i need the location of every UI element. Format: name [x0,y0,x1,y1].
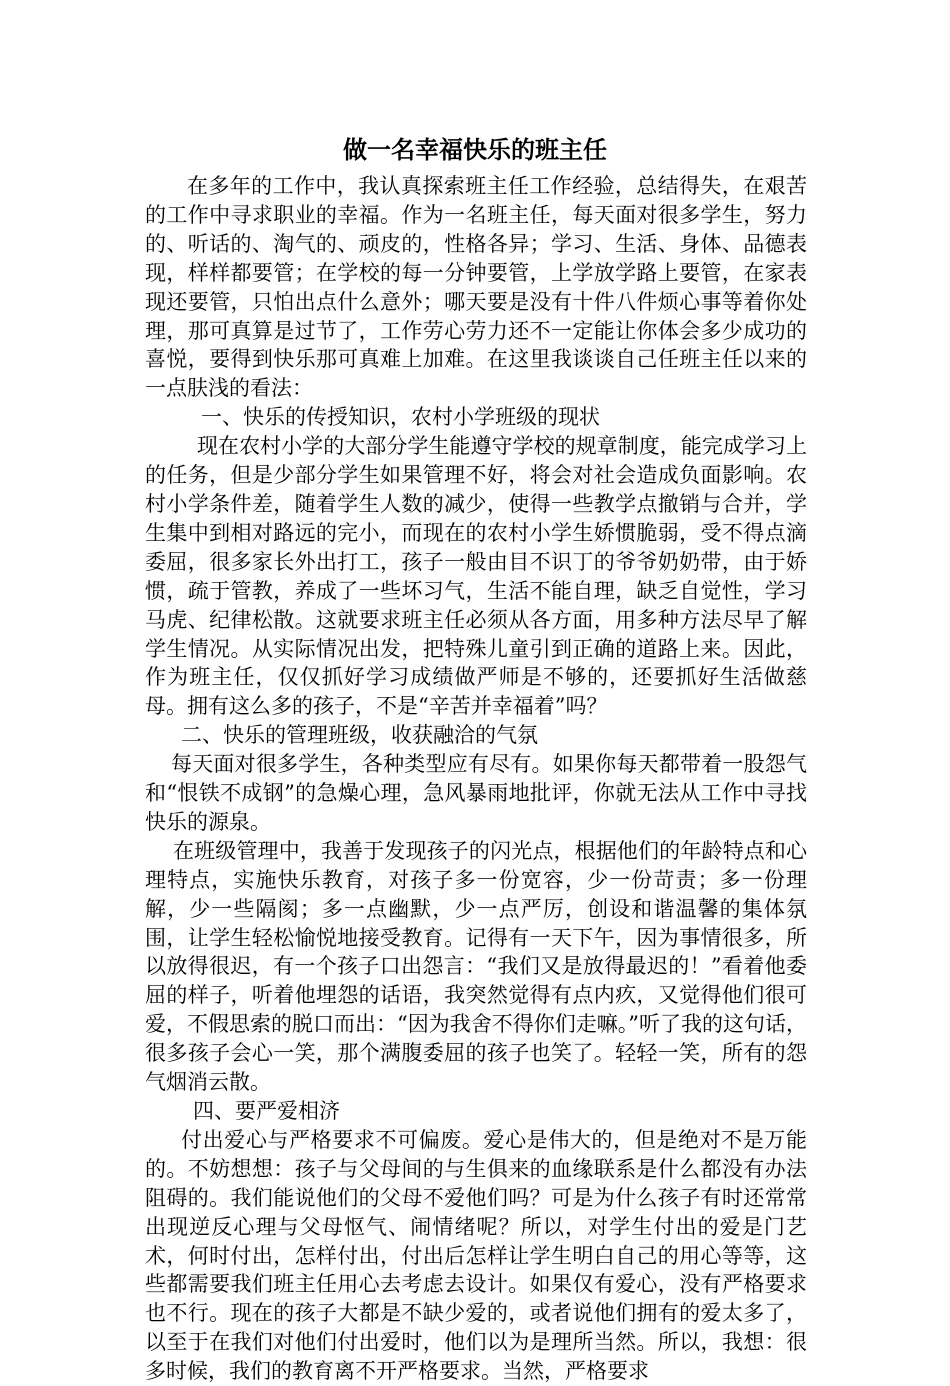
section-heading-1: 一、快乐的传授知识，农村小学班级的现状 [201,405,600,430]
paragraph-section-2a: 每天面对很多学生，各种类型应有尽有。如果你每天都带着一股怨气和“恨铁不成钢”的急燥心理，急风暴雨地批评，你就无法从工作中寻找快乐的源泉。 [145,752,807,834]
paragraph-section-2b: 在班级管理中，我善于发现孩子的闪光点，根据他们的年龄特点和心理特点，实施快乐教育，对孩子多一份宽容，少一份苛责；多一份理解，少一些隔阂；多一点幽默，少一点严厉，创设和谐温馨的集体氛围，让学生轻松愉悦地接受教育。记得有一天下午，因为事情很多，所以放得很迟，有一个孩子口出怨言：“我们又是放得最迟的！”看着他委屈的样子，听着他埋怨的话语，我突然觉得有点内疚，又觉得他们很可爱，不假思索的脱口而出：“因为我舍不得你们走嘛。”听了我的这句话，很多孩子会心一笑，那个满腹委屈的孩子也笑了。轻轻一笑，所有的怨气烟消云散。 [145,838,807,1095]
section-heading-4: 四、要严爱相济 [193,1099,340,1123]
paragraph-section-4: 付出爱心与严格要求不可偏废。爱心是伟大的，但是绝对不是万能的。不妨想想：孩子与父母间的与生俱来的血缘联系是什么都没有办法阻碍的。我们能说他们的父母不爱他们吗？可是为什么孩子有时还常常出现逆反心理与父母怄气、闹情绪呢？所以，对学生付出的爱是门艺术，何时付出，怎样付出，付出后怎样让学生明白自己的用心等等，这些都需要我们班主任用心去考虑去设计。如果仅有爱心，没有严格要求也不行。现在的孩子大都是不缺少爱的，或者说他们拥有的爱太多了，以至于在我们对他们付出爱时，他们以为是理所当然。所以，我想：很多时候，我们的教育离不开严格要求。当然，严格要求 [145,1127,807,1384]
paragraph-intro: 在多年的工作中，我认真探索班主任工作经验，总结得失，在艰苦的工作中寻求职业的幸福。作为一名班主任，每天面对很多学生，努力的、听话的、淘气的、顽皮的，性格各异；学习、生活、身体、品德表现，样样都要管；在学校的每一分钟要管，上学放学路上要管，在家表现还要管，只怕出点什么意外；哪天要是没有十件八件烦心事等着你处理，那可真算是过节了，工作劳心劳力还不一定能让你体会多少成功的喜悦，要得到快乐那可真难上加难。在这里我谈谈自己任班主任以来的一点肤浅的看法： [145,174,807,401]
section-heading-2: 二、快乐的管理班级，收获融洽的气氛 [181,723,538,748]
document-body [145,172,807,1386]
paragraph-section-1: 现在农村小学的大部分学生能遵守学校的规章制度，能完成学习上的任务，但是少部分学生如果管理不好，将会对社会造成负面影响。农村小学条件差，随着学生人数的减少，使得一些教学点撤销与合并，学生集中到相对路远的完小，而现在的农村小学生娇惯脆弱，受不得点滴委屈，很多家长外出打工，孩子一般由目不识丁的爷爷奶奶带，由于娇惯，疏于管教，养成了一些坏习气，生活不能自理，缺乏自觉性，学习马虎、纪律松散。这就要求班主任必须从各方面，用多种方法尽早了解学生情况。从实际情况出发，把特殊儿童引到正确的道路上来。因此，作为班主任，仅仅抓好学习成绩做严师是不够的，还要抓好生活做慈母。拥有这么多的孩子，不是“辛苦并幸福着”吗？ [145,434,807,719]
document-title: 做一名幸福快乐的班主任 [343,136,607,164]
